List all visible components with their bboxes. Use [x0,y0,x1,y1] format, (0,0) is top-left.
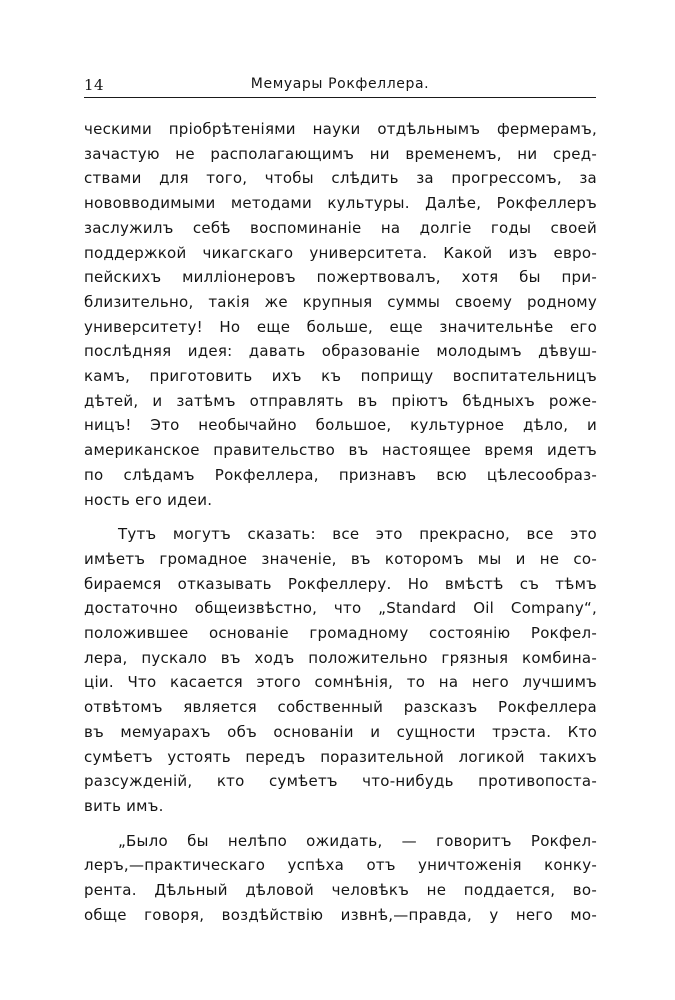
text-line: близительно, такія же крупныя суммы своему родному [84,292,597,311]
text-line: разсужденій, кто сумѣетъ что-нибудь противопоста- [84,772,597,791]
text-line: рента. Дѣльный дѣловой человѣкъ не поддается, во- [84,881,597,900]
header-rule [84,97,596,98]
text-line: нововводимыми методами культуры. Далѣе, Рокфеллеръ [84,194,597,213]
text-line: заслужилъ себѣ воспоминаніе на долгіе годы своей [84,218,597,237]
text-line: пейскихъ милліонеровъ пожертвовалъ, хотя бы при- [84,268,597,287]
text-line: камъ, приготовить ихъ къ поприщу воспитательницъ [84,367,597,386]
text-line: университету! Но еще больше, еще значительнѣе его [84,317,597,336]
text-line: обще говоря, воздѣйствію извнѣ,—правда, у него мо- [84,905,597,924]
page-header [84,72,596,94]
text-line: американское правительство въ настоящее время идетъ [84,441,597,460]
text-line: бираемся отказывать Рокфеллеру. Но вмѣстѣ съ тѣмъ [84,574,597,593]
text-line: дѣтей, и затѣмъ отправлять въ пріютъ бѣдныхъ роже- [84,391,597,410]
text-line: отвѣтомъ является собственный разсказъ Рокфеллера [84,698,597,717]
text-line: лера, пускало въ ходъ положительно грязныя комбина- [84,648,597,667]
text-line: зачастую не располагающимъ ни временемъ, ни сред- [84,144,597,163]
text-line: ность его идеи. [84,490,213,509]
page-number: 14 [84,76,105,94]
text-line: послѣдняя идея: давать образованіе молодымъ дѣвуш- [84,342,597,361]
running-title: Мемуары Рокфеллера. [250,76,430,92]
text-line: „Было бы нелѣпо ожидать, — говоритъ Рокфел- [118,831,597,850]
text-line: ціи. Что касается этого сомнѣнія, то на него лучшимъ [84,673,597,692]
text-line: достаточно общеизвѣстно, что „Standard Oil Company“, [84,599,597,618]
text-line: ницъ! Это необычайно большое, культурное дѣло, и [84,416,597,435]
paragraph [84,117,597,512]
paragraph [84,522,597,818]
text-line: леръ,—практическаго успѣха отъ уничтоженія конку- [84,856,597,875]
text-line: по слѣдамъ Рокфеллера, признавъ всю цѣлесообраз- [84,465,597,484]
text-line: положившее основаніе громадному состоянію Рокфел- [84,624,597,643]
text-line: имѣетъ громадное значеніе, въ которомъ мы и не со- [84,549,597,568]
text-line: ческими пріобрѣтеніями науки отдѣльнымъ фермерамъ, [84,120,597,138]
text-line: поддержкой чикагскаго университета. Какой изъ евро- [84,243,597,262]
body-text [84,117,597,938]
text-line: сумѣетъ устоять передъ поразительной логикой такихъ [84,747,597,766]
paragraph [84,829,597,928]
text-line: Тутъ могутъ сказать: все это прекрасно, все это [118,525,597,544]
text-line: въ мемуарахъ объ основаніи и сущности трэста. Кто [84,722,597,741]
text-line: вить имъ. [84,796,164,815]
text-line: ствами для того, чтобы слѣдить за прогрессомъ, за [84,169,597,188]
